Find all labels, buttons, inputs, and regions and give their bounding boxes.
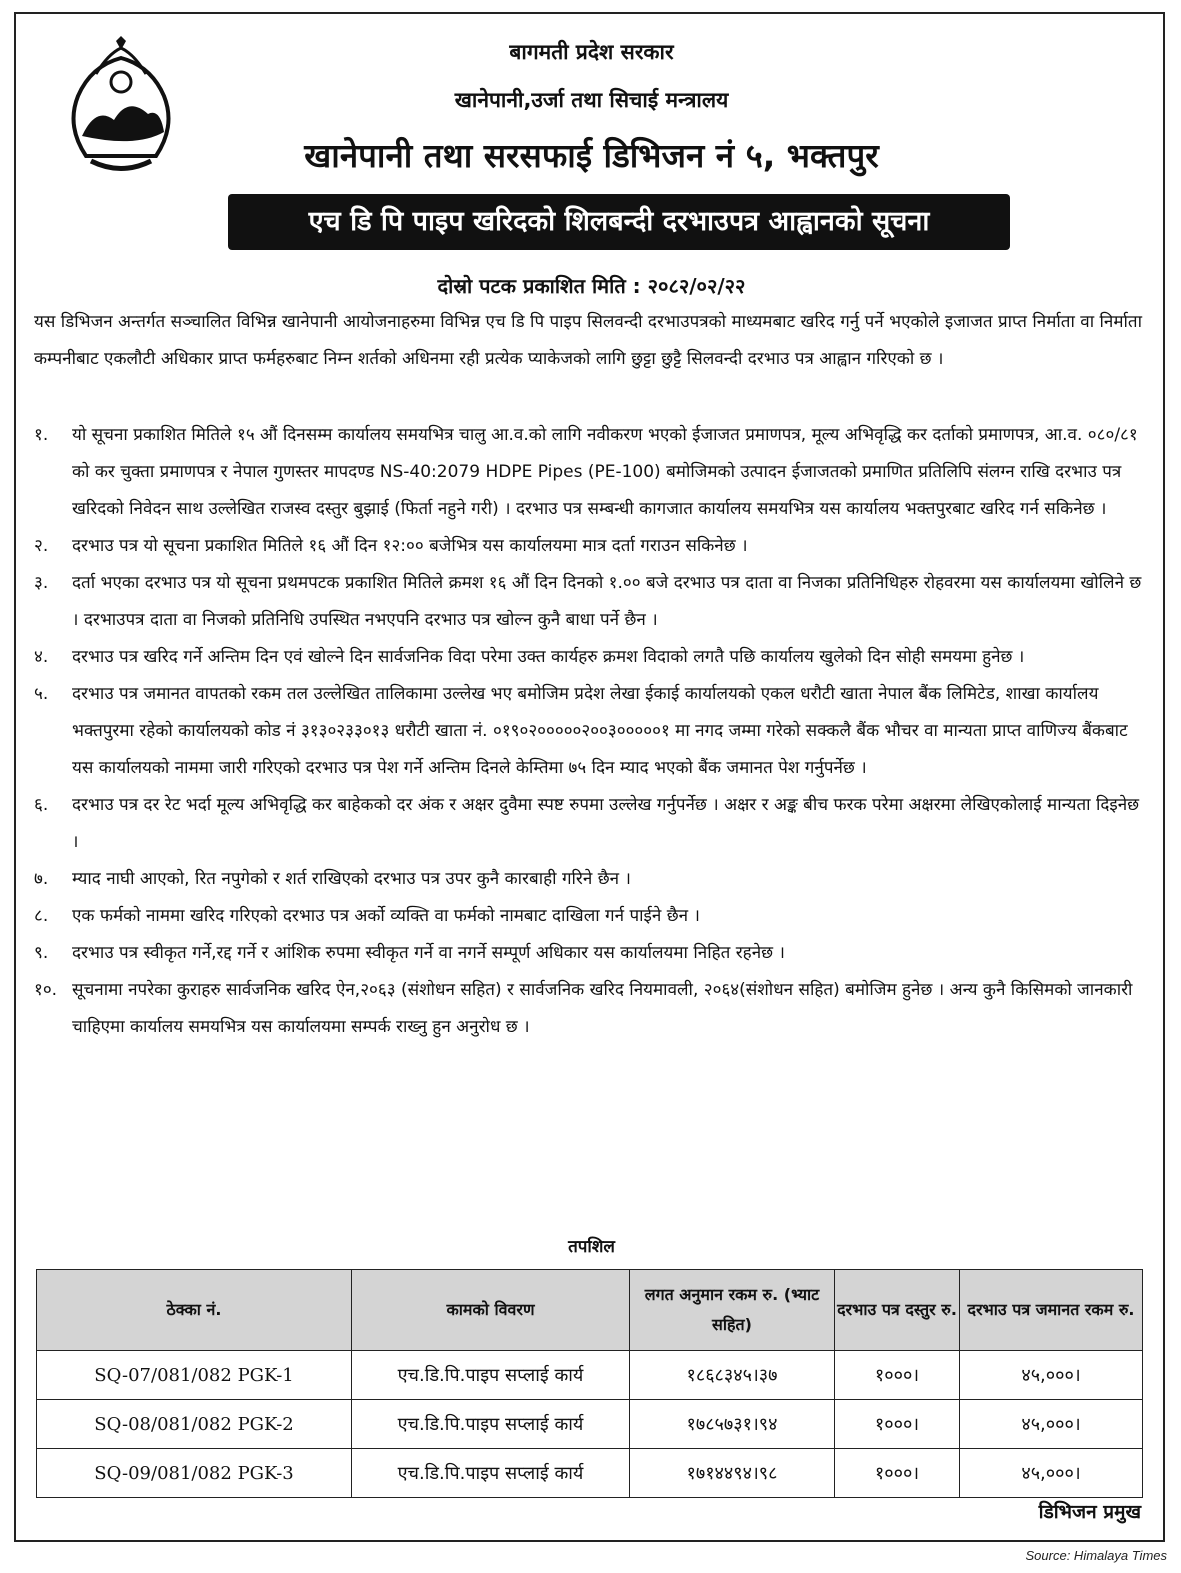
- estimated-amount: १८६८३४५।३७: [630, 1351, 835, 1400]
- division-name: खानेपानी तथा सरसफाई डिभिजन नं ५, भक्तपुर: [304, 136, 879, 175]
- table-row: [37, 1449, 1143, 1498]
- government-name: बागमती प्रदेश सरकार: [509, 40, 674, 64]
- terms-list: [34, 417, 1144, 1046]
- clause-text: दर्ता भएका दरभाउ पत्र यो सूचना प्रथमपटक प्रकाशित मितिले क्रमश १६ औं दिन दिनको १.०० बजे दरभाउ पत्र दाता वा निजका प्रतिनिधिहरु रोहवरमा यस कार्यालयमा खोलिने छ । दरभाउपत्र दाता वा निजको प्रतिनिधि उपस्थित नभएपनि दरभाउ पत्र खोल्न कुनै बाधा पर्ने छैन ।: [72, 573, 1142, 630]
- clause-text: दरभाउ पत्र जमानत वापतको रकम तल उल्लेखित तालिकामा उल्लेख भए बमोजिम प्रदेश लेखा ईकाई कार्यालयको एकल धरौटी खाता नेपाल बैंक लिमिटेड, शाखा कार्यालय भक्तपुरमा रहेको कार्यालयको कोड नं ३१३०२३३०१३ धरौटी खाता नं. ०१९०२०००००२००३०००००१ मा नगद जम्मा गरेको सक्कलै बैंक भौचर वा मान्यता प्राप्त वाणिज्य बैंकबाट यस कार्यालयको नाममा जारी गरिएको दरभाउ पत्र पेश गर्ने अन्तिम दिनले केम्तिमा ७५ दिन म्याद भएको बैंक जमानत पेश गर्नुपर्नेछ ।: [72, 684, 1128, 778]
- clause-number: ७.: [34, 869, 49, 889]
- clause-text: दरभाउ पत्र यो सूचना प्रकाशित मितिले १६ औं दिन १२:०० बजेभित्र यस कार्यालयमा मात्र दर्ता गराउन सकिनेछ ।: [72, 536, 748, 556]
- signature-title: डिभिजन प्रमुख: [1038, 1501, 1141, 1523]
- clause-number: १०.: [34, 980, 58, 1000]
- clause-number: २.: [34, 536, 49, 556]
- bid-fee: १०००।: [835, 1400, 960, 1449]
- column-header: दरभाउ पत्र दस्तुर रु.: [835, 1270, 960, 1351]
- clause-text: सूचनामा नपरेका कुराहरु सार्वजनिक खरिद ऐन,२०६३ (संशोधन सहित) र सार्वजनिक खरिद नियमावली, २०६४(संशोधन सहित) बमोजिम हुनेछ । अन्य कुनै किसिमको जानकारी चाहिएमा कार्यालय समयभित्र यस कार्यालयमा सम्पर्क राख्नु हुन अनुरोध छ ।: [72, 980, 1133, 1037]
- bid-fee: १०००।: [835, 1449, 960, 1498]
- clause-text: एक फर्मको नाममा खरिद गरिएको दरभाउ पत्र अर्को व्यक्ति वा फर्मको नामबाट दाखिला गर्न पाईने छैन ।: [72, 906, 700, 926]
- clause-number: ३.: [34, 573, 49, 593]
- list-item: [34, 417, 1144, 528]
- list-item: [34, 528, 1144, 565]
- list-item: [34, 565, 1144, 639]
- work-description: एच.डि.पि.पाइप सप्लाई कार्य: [352, 1351, 630, 1400]
- bid-fee: १०००।: [835, 1351, 960, 1400]
- list-item: [34, 787, 1144, 861]
- notice-document: [14, 12, 1165, 1542]
- list-item: [34, 898, 1144, 935]
- clause-text: दरभाउ पत्र दर रेट भर्दा मूल्य अभिवृद्धि कर बाहेकको दर अंक र अक्षर दुवैमा स्पष्ट रुपमा उल्लेख गर्नुपर्नेछ । अक्षर र अङ्क बीच फरक परेमा अक्षरमा लेखिएकोलाई मान्यता दिइनेछ ।: [72, 795, 1140, 852]
- bid-security: ४५,०००।: [960, 1400, 1143, 1449]
- table-header-row: [37, 1270, 1143, 1351]
- notice-title-banner: एच डि पि पाइप खरिदको शिलबन्दी दरभाउपत्र आह्वानको सूचना: [228, 194, 1010, 250]
- tender-table: [36, 1269, 1143, 1498]
- source-credit: Source: Himalaya Times: [1025, 1548, 1167, 1563]
- clause-text: दरभाउ पत्र स्वीकृत गर्ने,रद्द गर्ने र आंशिक रुपमा स्वीकृत गर्ने वा नगर्ने सम्पूर्ण अधिकार यस कार्यालयमा निहित रहनेछ ।: [72, 943, 785, 963]
- table-caption: तपशिल: [568, 1237, 615, 1257]
- work-description: एच.डि.पि.पाइप सप्लाई कार्य: [352, 1400, 630, 1449]
- table-row: [37, 1351, 1143, 1400]
- ministry-name: खानेपानी,उर्जा तथा सिचाई मन्त्रालय: [454, 88, 729, 112]
- intro-paragraph: यस डिभिजन अन्तर्गत सञ्चालित विभिन्न खानेपानी आयोजनाहरुमा विभिन्न एच डि पि पाइप सिलवन्दी दरभाउपत्रको माध्यमबाट खरिद गर्नु पर्ने भएकोले इजाजत प्राप्त निर्माता वा निर्माता कम्पनीबाट एकलौटी अधिकार प्राप्त फर्महरुबाट निम्न शर्तको अधिनमा रही प्रत्येक प्याकेजको लागि छुट्टा छुट्टै सिलवन्दी दरभाउ पत्र आह्वान गरिएको छ ।: [34, 312, 1143, 369]
- column-header: दरभाउ पत्र जमानत रकम रु.: [960, 1270, 1143, 1351]
- list-item: [34, 935, 1144, 972]
- work-description: एच.डि.पि.पाइप सप्लाई कार्य: [352, 1449, 630, 1498]
- clause-text: म्याद नाघी आएको, रित नपुगेको र शर्त राखिएको दरभाउ पत्र उपर कुनै कारबाही गरिने छैन ।: [72, 869, 631, 889]
- clause-number: ६.: [34, 795, 49, 815]
- clause-number: ९.: [34, 943, 49, 963]
- list-item: [34, 861, 1144, 898]
- clause-number: ८.: [34, 906, 49, 926]
- bid-security: ४५,०००।: [960, 1351, 1143, 1400]
- estimated-amount: १७१४४९४।९८: [630, 1449, 835, 1498]
- clause-number: ४.: [34, 647, 49, 667]
- contract-number: SQ-09/081/082 PGK-3: [37, 1449, 352, 1498]
- clause-number: १.: [34, 425, 49, 445]
- clause-text: दरभाउ पत्र खरिद गर्ने अन्तिम दिन एवं खोल्ने दिन सार्वजनिक विदा परेमा उक्त कार्यहरु क्रमश विदाको लगतै पछि कार्यालय खुलेको दिन सोही समयमा हुनेछ ।: [72, 647, 1025, 667]
- column-header: ठेक्का नं.: [37, 1270, 352, 1351]
- bid-security: ४५,०००।: [960, 1449, 1143, 1498]
- list-item: [34, 639, 1144, 676]
- table-row: [37, 1400, 1143, 1449]
- column-header: लगत अनुमान रकम रु. (भ्याट सहित): [630, 1270, 835, 1351]
- list-item: [34, 972, 1144, 1046]
- clause-text: यो सूचना प्रकाशित मितिले १५ औं दिनसम्म कार्यालय समयभित्र चालु आ.व.को लागि नवीकरण भएको ईजाजत प्रमाणपत्र, मूल्य अभिवृद्धि कर दर्ताको प्रमाणपत्र, आ.व. ०८०/८१ को कर चुक्ता प्रमाणपत्र र नेपाल गुणस्तर मापदण्ड NS-40:2079 HDPE Pipes (PE-100) बमोजिमको उत्पादन ईजाजतको प्रमाणित प्रतिलिपि संलग्न राखि दरभाउ पत्र खरिदको निवेदन साथ उल्लेखित राजस्व दस्तुर बुझाई (फिर्ता नहुने गरी) । दरभाउ पत्र सम्बन्धी कागजात कार्यालय समयभित्र यस कार्यालय भक्तपुरबाट खरिद गर्न सकिनेछ ।: [72, 425, 1138, 519]
- contract-number: SQ-08/081/082 PGK-2: [37, 1400, 352, 1449]
- contract-number: SQ-07/081/082 PGK-1: [37, 1351, 352, 1400]
- publication-date: दोस्रो पटक प्रकाशित मिति : २०८२/०२/२२: [437, 274, 746, 298]
- clause-number: ५.: [34, 684, 49, 704]
- list-item: [34, 676, 1144, 787]
- estimated-amount: १७८५७३१।९४: [630, 1400, 835, 1449]
- column-header: कामको विवरण: [352, 1270, 630, 1351]
